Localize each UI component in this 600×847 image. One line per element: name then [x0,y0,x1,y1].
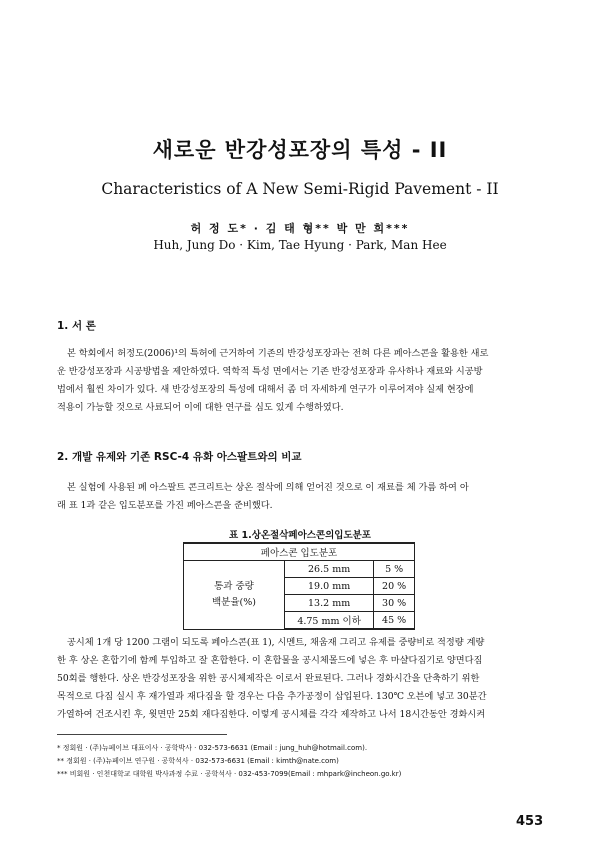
authors-english: Huh, Jung Do · Kim, Tae Hyung · Park, Man Hee [153,238,447,252]
table-caption: 표 1.상온절삭페아스콘의입도분포 [228,530,371,541]
table-row-label: 통과 중량 백분율(%) [184,561,285,630]
authors-korean: 허 정 도* · 김 태 형** 박 만 희*** [190,222,410,235]
table-cell-percent: 5 % [374,561,415,578]
table-cell-size: 13.2 mm [285,595,374,612]
section-1-paragraph [57,345,544,417]
paragraph-line: 래 표 1과 같은 입도분포를 가진 페아스콘을 준비했다. [57,500,273,511]
title-korean: 새로운 반강성포장의 특성 - II [152,138,448,162]
section-1-heading: 1. 서 론 [57,320,96,332]
section-2-heading: 2. 개발 유제와 기존 RSC-4 유화 아스팔트와의 비교 [57,451,302,463]
page-number: 453 [516,814,544,829]
table-cell-size: 4.75 mm 이하 [285,612,374,630]
footnote-2: ** 정회원 · (주)뉴페이브 연구원 · 공학석사 · 032-573-6631 (Email : kimth@nate.com) [57,757,339,765]
paragraph-line: 적용이 가능할 것으로 사료되어 이에 대한 연구를 심도 있게 수행하였다. [57,402,344,413]
paragraph-line: 본 실험에 사용된 폐 아스팔트 콘크리트는 상온 절삭에 의해 얻어진 것으로 이 재료를 체 가름 하여 아 [67,482,469,493]
table-cell-size: 26.5 mm [285,561,374,578]
footnote-3: *** 비회원 · 인천대학교 대학원 박사과정 수료 · 공학석사 · 032-453-7099(Email : mhpark@incheon.go.kr) [57,770,402,778]
paragraph-line: 법에서 훨씬 차이가 있다. 새 반강성포장의 특성에 대해서 좀 더 자세하게 연구가 이루어져야 실제 현장에 [57,384,474,395]
gradation-table [183,542,415,630]
table-cell-percent: 45 % [374,612,415,630]
paragraph-line: 한 후 상온 혼합기에 함께 투입하고 잘 혼합한다. 이 혼합물을 공시체몰드에 넣은 후 마샬다짐기로 양면다짐 [57,655,483,666]
table-cell-percent: 20 % [374,578,415,595]
paragraph-line: 본 학회에서 허정도(2006)¹의 특허에 근거하여 기존의 반강성포장과는 전혀 다른 페아스콘을 활용한 새로 [67,348,489,359]
section-2-paragraph-continued [57,634,544,724]
paragraph-line: 목적으로 다짐 실시 후 재가열과 재다짐을 할 경우는 다음 추가공정이 삽입된다. 130℃ 오븐에 넣고 30분간 [57,691,487,702]
footnote-divider [57,734,227,735]
table-header: 페아스콘 입도분포 [184,543,415,561]
paragraph-line: 운 반강성포장과 시공방법을 제안하였다. 역학적 특성 면에서는 기존 반강성포장과 유사하나 재료와 시공방 [57,366,483,377]
paragraph-line: 가열하여 건조시킨 후, 윗면만 25회 재다짐한다. 이렇게 공시체를 각각 제작하고 나서 18시간동안 경화시켜 [57,709,486,720]
table-cell-percent: 30 % [374,595,415,612]
paragraph-line: 공시체 1개 당 1200 그램이 되도록 페아스콘(표 1), 시멘트, 채움재 그리고 유제를 중량비로 적정량 계량 [67,637,485,648]
title-english: Characteristics of A New Semi-Rigid Pavement - II [101,180,499,198]
table-cell-size: 19.0 mm [285,578,374,595]
section-2-paragraph [57,479,544,515]
paragraph-line: 50회를 행한다. 상온 반강성포장을 위한 공시체제작은 이로서 완료된다. 그러나 경화시간을 단축하기 위한 [57,673,480,684]
footnote-1: * 정회원 · (주)뉴페이브 대표이사 · 공학박사 · 032-573-6631 (Email : jung_huh@hotmail.com). [57,744,368,752]
